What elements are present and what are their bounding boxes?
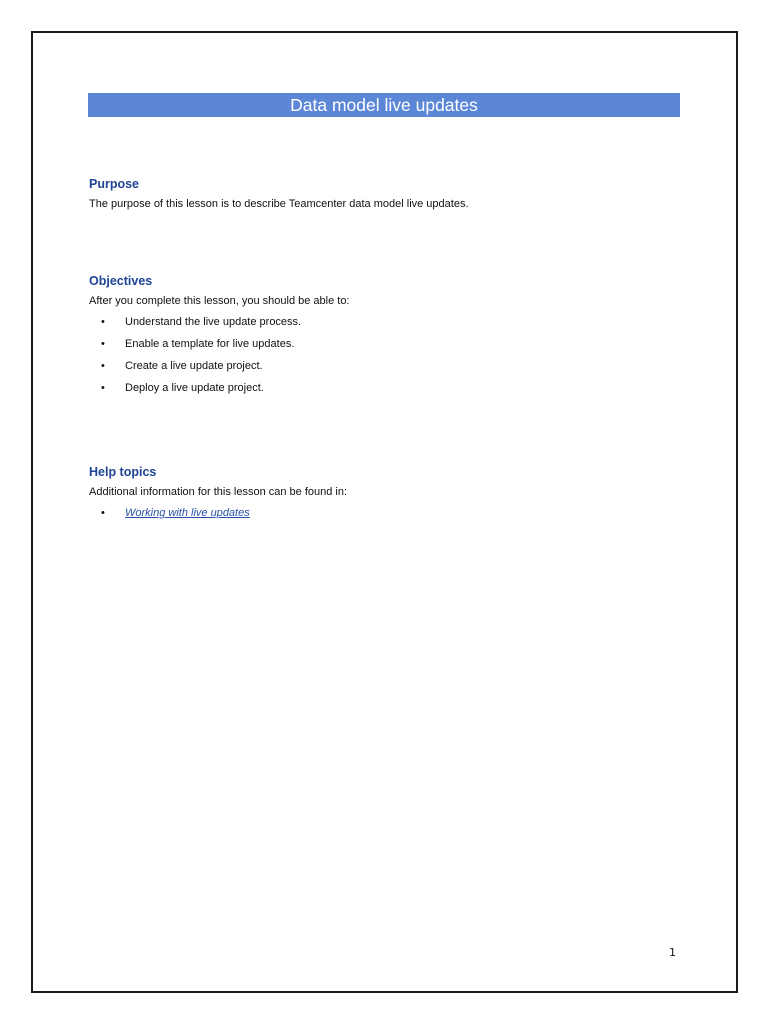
purpose-section [89, 176, 689, 212]
objective-item [89, 359, 689, 374]
objective-item [89, 381, 689, 396]
page-number: 1 [669, 946, 676, 959]
objective-item [89, 315, 689, 330]
bullet-icon: • [101, 360, 105, 372]
bullet-icon: • [101, 382, 105, 394]
purpose-heading: Purpose [89, 177, 140, 191]
bullet-icon: • [101, 316, 105, 328]
help-topic-link[interactable]: Working with live updates [125, 507, 250, 519]
bullet-icon: • [101, 507, 105, 519]
bullet-icon: • [101, 338, 105, 350]
help-topics-intro: Additional information for this lesson can be found in: [89, 486, 348, 498]
objective-text: Enable a template for live updates. [125, 338, 295, 350]
objective-text: Create a live update project. [125, 360, 263, 372]
objective-item [89, 337, 689, 352]
objectives-list [89, 315, 689, 396]
help-topics-list [89, 506, 689, 521]
objectives-section [89, 273, 689, 403]
objectives-heading: Objectives [89, 274, 153, 288]
help-topics-heading: Help topics [89, 465, 157, 479]
objectives-intro: After you complete this lesson, you should be able to: [89, 295, 350, 307]
objective-text: Understand the live update process. [125, 316, 302, 328]
objective-text: Deploy a live update project. [125, 382, 264, 394]
document-title: Data model live updates [88, 93, 680, 117]
help-topic-item [89, 506, 689, 521]
help-topics-section [89, 464, 689, 528]
purpose-text: The purpose of this lesson is to describe Teamcenter data model live updates. [89, 198, 469, 210]
